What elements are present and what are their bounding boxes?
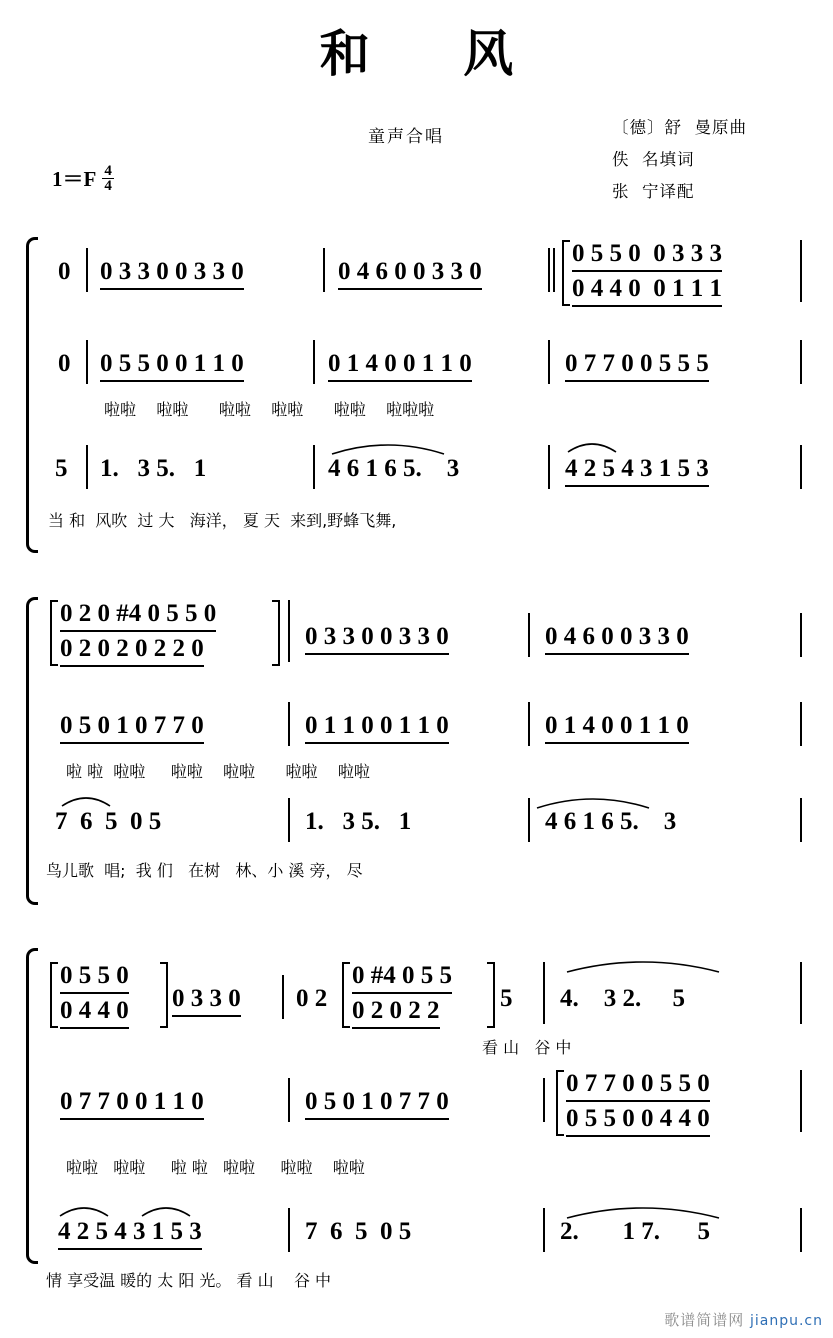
s2-melody-lyrics: 鸟儿歌 唱; 我 们 在树 林、小 溪 旁， 尽 — [46, 861, 363, 880]
divisi-bracket-open — [562, 240, 570, 306]
barline — [543, 1078, 545, 1122]
s2-voice2-m2: 0 1 1 0 0 1 1 0 — [305, 712, 449, 744]
s3-voice2-lyrics: 啦啦 啦啦 啦 啦 啦啦 啦啦 啦啦 — [66, 1158, 365, 1177]
s2-voice1-m4: 0 4 6 0 0 3 3 0 — [545, 623, 689, 655]
system-brace-1 — [26, 237, 38, 553]
credit-composer: 〔德〕舒 曼原曲 — [612, 118, 747, 137]
s3-voice2-m2: 0 5 0 1 0 7 7 0 — [305, 1088, 449, 1120]
s1-voice2-lyrics: 啦啦 啦啦 啦啦 啦啦 啦啦 啦啦啦 — [104, 400, 435, 419]
divisi-bracket-close — [272, 600, 280, 666]
s3-voice1-m6: 4. 3 2. 5 — [560, 985, 685, 1012]
time-signature: $\frac{4}{4}$ — [104, 163, 112, 194]
barline — [288, 798, 290, 842]
watermark-text: 歌谱简谱网 — [664, 1311, 745, 1329]
divisi-bracket-open — [50, 962, 58, 1028]
s1-voice1-m2: 0 3 3 0 0 3 3 0 — [100, 258, 244, 290]
credits — [612, 112, 747, 208]
s3-voice1-m3: 0 2 — [296, 985, 328, 1012]
s3-melody-lyrics: 情 享受温 暖的 太 阳 光。 看 山 谷 中 — [46, 1271, 332, 1290]
barline — [548, 340, 550, 384]
barline — [528, 798, 530, 842]
barline — [288, 1208, 290, 1252]
divisi-bracket-close — [160, 962, 168, 1028]
s3-voice2b: 0 5 5 0 0 4 4 0 — [566, 1105, 710, 1137]
barline — [282, 975, 284, 1019]
divisi-bracket-open — [556, 1070, 564, 1136]
s3-melody-m2: 7 6 5 0 5 — [305, 1218, 412, 1245]
slur-icon — [140, 1200, 192, 1218]
s3-voice1d: 0 2 0 2 2 — [352, 997, 440, 1029]
barline — [800, 798, 802, 842]
watermark — [664, 1309, 823, 1330]
barline — [86, 248, 88, 292]
barline — [800, 445, 802, 489]
s1-melody-m3: 4 6 1 6 5. 3 — [328, 455, 460, 482]
system-brace-3 — [26, 948, 38, 1264]
s3-voice1b: 0 4 4 0 — [60, 997, 129, 1029]
barline — [313, 340, 315, 384]
s2-voice1-m3: 0 3 3 0 0 3 3 0 — [305, 623, 449, 655]
s3-voice1-m2: 0 3 3 0 — [172, 985, 241, 1017]
s1-voice1-m3: 0 4 6 0 0 3 3 0 — [338, 258, 482, 290]
page-title: 和 风 — [319, 25, 552, 83]
s3-voice1a: 0 5 5 0 — [60, 962, 129, 994]
s1-voice2-m3: 0 1 4 0 0 1 1 0 — [328, 350, 472, 382]
slur-icon — [566, 436, 618, 454]
barline — [553, 248, 555, 292]
barline — [543, 1208, 545, 1252]
barline — [86, 445, 88, 489]
barline — [800, 1070, 802, 1132]
s1-voice2-m2: 0 5 5 0 0 1 1 0 — [100, 350, 244, 382]
s2-voice1a: 0 2 0 #4 0 5 5 0 — [60, 600, 216, 632]
s3-voice1-m5: 5 — [500, 985, 513, 1012]
s3-voice1c: 0 #4 0 5 5 — [352, 962, 452, 994]
barline — [288, 702, 290, 746]
barline — [800, 962, 802, 1024]
s2-melody-m1: 7 6 5 0 5 — [55, 808, 162, 835]
slur-icon — [565, 952, 725, 974]
barline — [800, 340, 802, 384]
divisi-bracket-open — [50, 600, 58, 666]
slur-icon — [60, 790, 112, 808]
key-label: 1＝F — [52, 167, 97, 191]
slur-icon — [58, 1200, 110, 1218]
subtitle: 童声合唱 — [368, 127, 444, 147]
watermark-url: jianpu.cn — [749, 1313, 823, 1329]
credit-translator: 张 宁译配 — [612, 182, 695, 201]
s3-voice1-lyrics: 看 山 谷 中 — [482, 1038, 572, 1057]
s2-voice2-m3: 0 1 4 0 0 1 1 0 — [545, 712, 689, 744]
s1-voice1b: 0 4 4 0 0 1 1 1 — [572, 275, 722, 307]
s2-melody-m3: 4 6 1 6 5. 3 — [545, 808, 677, 835]
barline — [548, 445, 550, 489]
s3-melody-m1: 4 2 5 4 3 1 5 3 — [58, 1218, 202, 1250]
barline — [800, 702, 802, 746]
s1-melody-m4: 4 2 5 4 3 1 5 3 — [565, 455, 709, 487]
barline — [528, 702, 530, 746]
slur-icon — [535, 790, 655, 810]
s3-melody-m3: 2. 1 7. 5 — [560, 1218, 710, 1245]
s2-voice1b: 0 2 0 2 0 2 2 0 — [60, 635, 204, 667]
barline — [800, 1208, 802, 1252]
s1-voice1-m1: 0 — [58, 258, 71, 285]
s2-voice2-m1: 0 5 0 1 0 7 7 0 — [60, 712, 204, 744]
s1-voice1a: 0 5 5 0 0 3 3 3 — [572, 240, 722, 272]
barline — [288, 1078, 290, 1122]
s1-voice2-m4: 0 7 7 0 0 5 5 5 — [565, 350, 709, 382]
barline — [543, 962, 545, 1024]
slur-icon — [330, 436, 450, 456]
barline — [313, 445, 315, 489]
barline — [86, 340, 88, 384]
s3-voice2a: 0 7 7 0 0 5 5 0 — [566, 1070, 710, 1102]
barline — [800, 240, 802, 302]
slur-icon — [565, 1198, 725, 1220]
s2-melody-m2: 1. 3 5. 1 — [305, 808, 412, 835]
s1-voice2-m1: 0 — [58, 350, 71, 377]
barline — [800, 613, 802, 657]
system-brace-2 — [26, 597, 38, 905]
s1-melody-lyrics: 当 和 风吹 过 大 海洋， 夏 天 来到,野蜂飞舞, — [48, 511, 397, 530]
key-signature — [52, 163, 114, 193]
credit-lyricist: 佚 名填词 — [612, 150, 695, 169]
divisi-bracket-open — [342, 962, 350, 1028]
divisi-bracket-close — [487, 962, 495, 1028]
barline — [323, 248, 325, 292]
s2-voice2-lyrics: 啦 啦 啦啦 啦啦 啦啦 啦啦 啦啦 — [66, 762, 370, 781]
s1-melody-m1: 5 — [55, 455, 68, 482]
barline — [548, 248, 550, 292]
s3-voice2-m1: 0 7 7 0 0 1 1 0 — [60, 1088, 204, 1120]
s1-melody-m2: 1. 3 5. 1 — [100, 455, 207, 482]
barline — [528, 613, 530, 657]
barline — [288, 600, 290, 662]
